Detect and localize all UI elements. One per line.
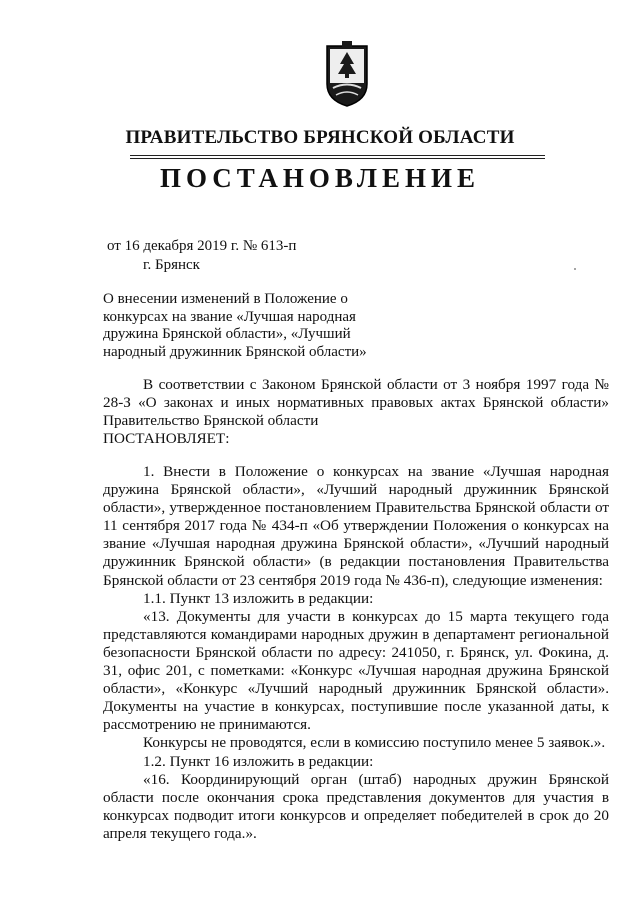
decree-word: ПОСТАНОВЛЯЕТ: [103,430,230,448]
bryansk-coat-of-arms-icon [322,40,372,108]
preamble-text: В соответствии с Законом Брянской области от 3 ноября 1997 года № 28-З «О законах и иных нормативных правовых актах Брянской области» Правительство Брянской области [103,376,609,430]
body-paragraph: 1.1. Пункт 13 изложить в редакции: [143,589,374,607]
body-paragraph: «13. Документы для участи в конкурсах до 15 марта текущего года представляются командирами народных дружин в департамент региональной безопасности Брянской области по адресу: 241050, г. Брянск, ул. Фокина, д. 31, офис 201, с пометками: «Конкурс «Лучшая народная дружина Брянской области», «Конкурс «Лучший народный дружинник Брянской области». Документы на участие в конкурсах, поступившие после указанной даты, к рассмотрению не принимаются. [103,607,609,734]
header-divider-top [130,155,545,156]
body-paragraph: 1.2. Пункт 16 изложить в редакции: [143,752,374,770]
body-paragraph: Конкурсы не проводятся, если в комиссию поступило менее 5 заявок.». [143,734,606,752]
body-paragraph: 1. Внести в Положение о конкурсах на звание «Лучшая народная дружина Брянской области», «Лучший народный дружинник Брянской области», утвержденное постановлением Правительства Брянской области от 11 сентября 2017 года № 434-п «Об утверждении Положения о конкурсах на звание «Лучшая народная дружина Брянской области», «Лучший народный дружинник Брянской области» (в редакции постановления Правительства Брянской области от 23 сентября 2019 года № 436-п), следующие изменения: [103,463,609,589]
body-paragraph: «16. Координирующий орган (штаб) народных дружин Брянской области после окончания срока представления документов для участия в конкурсах подводит итоги конкурсов и определяет победителей в срок до 20 апреля текущего года.». [103,770,609,842]
organization-title: ПРАВИТЕЛЬСТВО БРЯНСКОЙ ОБЛАСТИ [125,127,515,148]
scan-speck [574,268,576,270]
header-divider-bottom [130,158,545,159]
document-type-heading: ПОСТАНОВЛЕНИЕ [159,163,481,193]
city-line: г. Брянск [143,257,200,273]
date-number-line: от 16 декабря 2019 г. № 613-п [107,238,297,254]
document-subject: О внесении изменений в Положение о конкурсах на звание «Лучшая народная дружина Брянской области», «Лучший народный дружинник Брянской области» [103,291,367,360]
body-block [103,463,609,843]
preamble-block [103,376,609,448]
